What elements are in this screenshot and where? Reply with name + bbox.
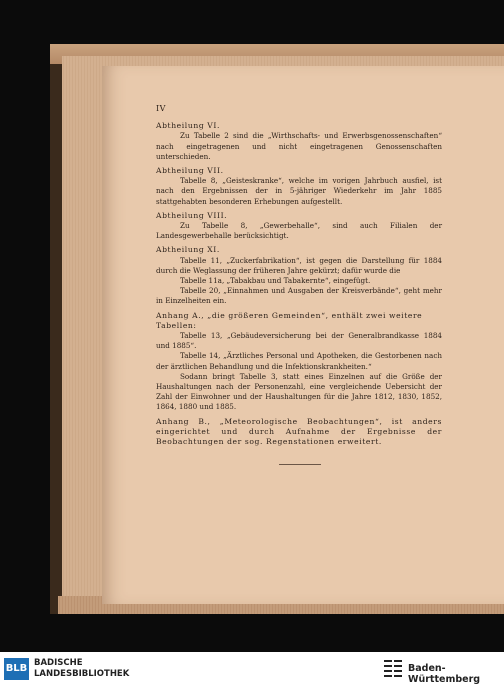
section-anhang-b [156,417,442,448]
section-paragraph: Sodann bringt Tabelle 3, statt eines Einzelnen auf die Größe der Haushaltungen nach der Personenzahl, eine vergleichende Uebersicht der Zahl der Einwohner und der Haushaltungen für die Jahre 1812, 1830, 1852, 1864, 1880 und 1885. [156,371,442,412]
bw-lions-icon [382,657,404,681]
section-paragraph: Zu Tabelle 8, „Gewerbehalle“, sind auch Filialen der Landesgewerbehalle berücksichtigt. [156,221,442,241]
page-content [156,104,442,447]
end-rule [279,464,321,465]
blb-name [34,658,129,680]
section-heading: Anhang B., „Meteorologische Beobachtungen“, ist anders eingerichtet und durch Aufnahme der Ergebnisse der Beobachtungen der sog. Regenstationen erweitert. [156,416,442,447]
section-heading: Anhang A., „die größeren Gemeinden“, enthält zwei weitere Tabellen: [156,310,423,330]
section-heading: Abtheilung VII. [156,166,224,176]
section-abt-xi [156,245,442,306]
blb-logo[interactable]: BLB [4,658,29,680]
section-abt-viii [156,211,442,242]
page-number: IV [156,104,166,113]
section-paragraph: Tabelle 11, „Zuckerfabrikation“, ist gegen die Darstellung für 1884 durch die Weglassung der früheren Jahre gekürzt; dafür wurde die [156,255,442,275]
section-anhang-a [156,311,442,413]
section-heading: Abtheilung VIII. [156,210,228,220]
section-paragraph: Tabelle 13, „Gebäudeversicherung bei der Generalbrandkasse 1884 und 1885“. [156,331,442,351]
section-abt-vi [156,121,442,162]
section-heading: Abtheilung XI. [156,245,220,255]
section-paragraph: Tabelle 14, „Ärztliches Personal und Apotheken, die Gestorbenen nach der ärztlichen Behandlung und die Infektionskrankheiten.“ [156,351,442,371]
section-paragraph: Tabelle 11a, „Tabakbau und Tabakernte“, eingefügt. [180,276,371,286]
section-paragraph: Zu Tabelle 2 sind die „Wirthschafts- und Erwerbsgenossenschaften“ nach eingetragenen und nicht eingetragenen Genossenschaften unterschieden. [156,131,442,161]
section-heading: Abtheilung VI. [156,121,220,131]
section-abt-vii [156,166,442,207]
footer-bar [0,652,504,685]
section-paragraph: Tabelle 8, „Geisteskranke“, welche im vorigen Jahrbuch ausfiel, ist nach den Ergebnissen der in 5-jähriger Wiederkehr im Jahr 1885 stattgehabten besonderen Erhebungen aufgestellt. [156,176,442,206]
section-paragraph: Tabelle 20, „Einnahmen und Ausgaben der Kreisverbände“, geht mehr in Einzelheiten ein. [156,286,442,306]
blb-name-line1: BADISCHE [34,658,83,668]
bw-label[interactable]: Baden-Württemberg [408,663,481,685]
blb-name-line2: LANDESBIBLIOTHEK [34,669,130,679]
